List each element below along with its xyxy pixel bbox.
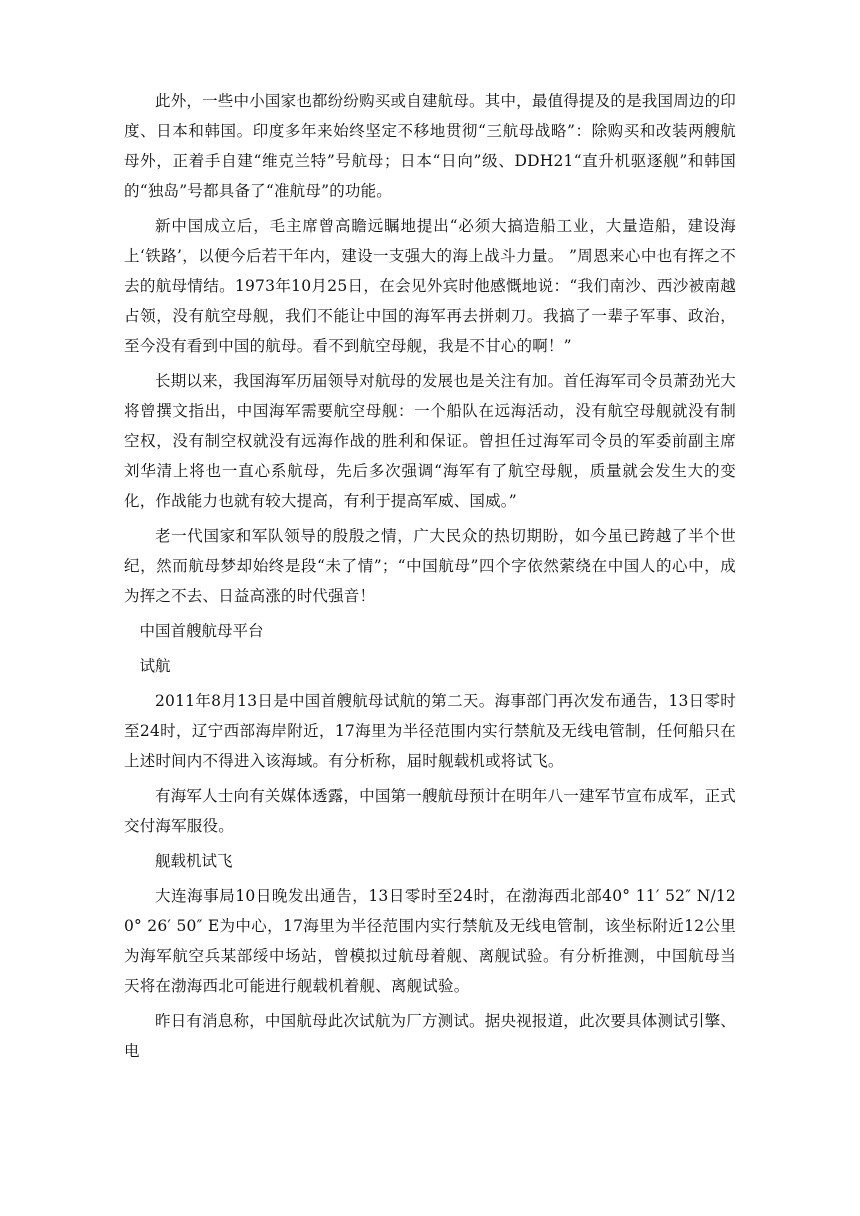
paragraph-small-nations-carriers: 此外，一些中小国家也都纷纷购买或自建航母。其中，最值得提及的是我国周边的印度、日本和韩国。印度多年来始终坚定不移地贯彻“三航母战略”：除购买和改装两艘航母外，正着手自建“维克兰特”号航母；日本“日向”级、DDH21“直升机驱逐舰”和韩国的“独岛”号都具备了“准航母”的功能。 (124, 92, 736, 200)
section-heading-sea-trial: 试航 (139, 657, 171, 675)
section-heading-first-carrier: 中国首艘航母平台 (139, 622, 264, 640)
paragraph-dalian-notice: 大连海事局10日晚发出通告，13日零时至24时，在渤海西北部40° 11′ 52″ N/120° 26′ 50″ E为中心，17海里为半径范围内实行禁航及无线电管制，该坐标附近12公里为海军航空兵某部绥中场站，曾模拟过航母着舰、离舰试验。有分析推测，中国航母当天将在渤海西北可能进行舰载机着舰、离舰试验。 (124, 887, 736, 995)
paragraph-navy-leadership: 长期以来，我国海军历届领导对航母的发展也是关注有加。首任海军司令员萧劲光大将曾撰文指出，中国海军需要航空母舰：一个船队在远海活动，没有航空母舰就没有制空权，没有制空权就没有远海作战的胜利和保证。曾担任过海军司令员的军委前副主席刘华清上将也一直心系航母，先后多次强调“海军有了航空母舰，质量就会发生大的变化，作战能力也就有较大提高，有利于提高军威、国威。” (124, 372, 736, 510)
document-body (124, 86, 736, 1071)
paragraph-new-china-leaders: 新中国成立后，毛主席曾高瞻远瞩地提出“必须大搞造船工业，大量造船，建设海上‘铁路’，以便今后若干年内，建设一支强大的海上战斗力量。 ”周恩来心中也有挥之不去的航母情结。1973年10月25日，在会见外宾时他感慨地说：“我们南沙、西沙被南越占领，没有航空母舰，我们不能让中国的海军再去拼刺刀。我搞了一辈子军事、政治，至今没有看到中国的航母。看不到航空母舰，我是不甘心的啊！” (124, 217, 736, 355)
paragraph-factory-test: 昨日有消息称，中国航母此次试航为厂方测试。据央视报道，此次要具体测试引擎、电 (124, 1012, 736, 1060)
paragraph-carrier-dream: 老一代国家和军队领导的殷殷之情，广大民众的热切期盼，如今虽已跨越了半个世纪，然而航母梦却始终是段“未了情”；“中国航母”四个字依然萦绕在中国人的心中，成为挥之不去、日益高涨的时代强音！ (124, 527, 736, 605)
paragraph-sea-trial-notice: 2011年8月13日是中国首艘航母试航的第二天。海事部门再次发布通告，13日零时至24时，辽宁西部海岸附近，17海里为半径范围内实行禁航及无线电管制，任何船只在上述时间内不得进入该海域。有分析称，届时舰载机或将试飞。 (124, 692, 736, 770)
section-heading-aircraft-test: 舰载机试飞 (155, 852, 233, 870)
paragraph-commissioning: 有海军人士向有关媒体透露，中国第一艘航母预计在明年八一建军节宣布成军，正式交付海军服役。 (124, 787, 736, 835)
